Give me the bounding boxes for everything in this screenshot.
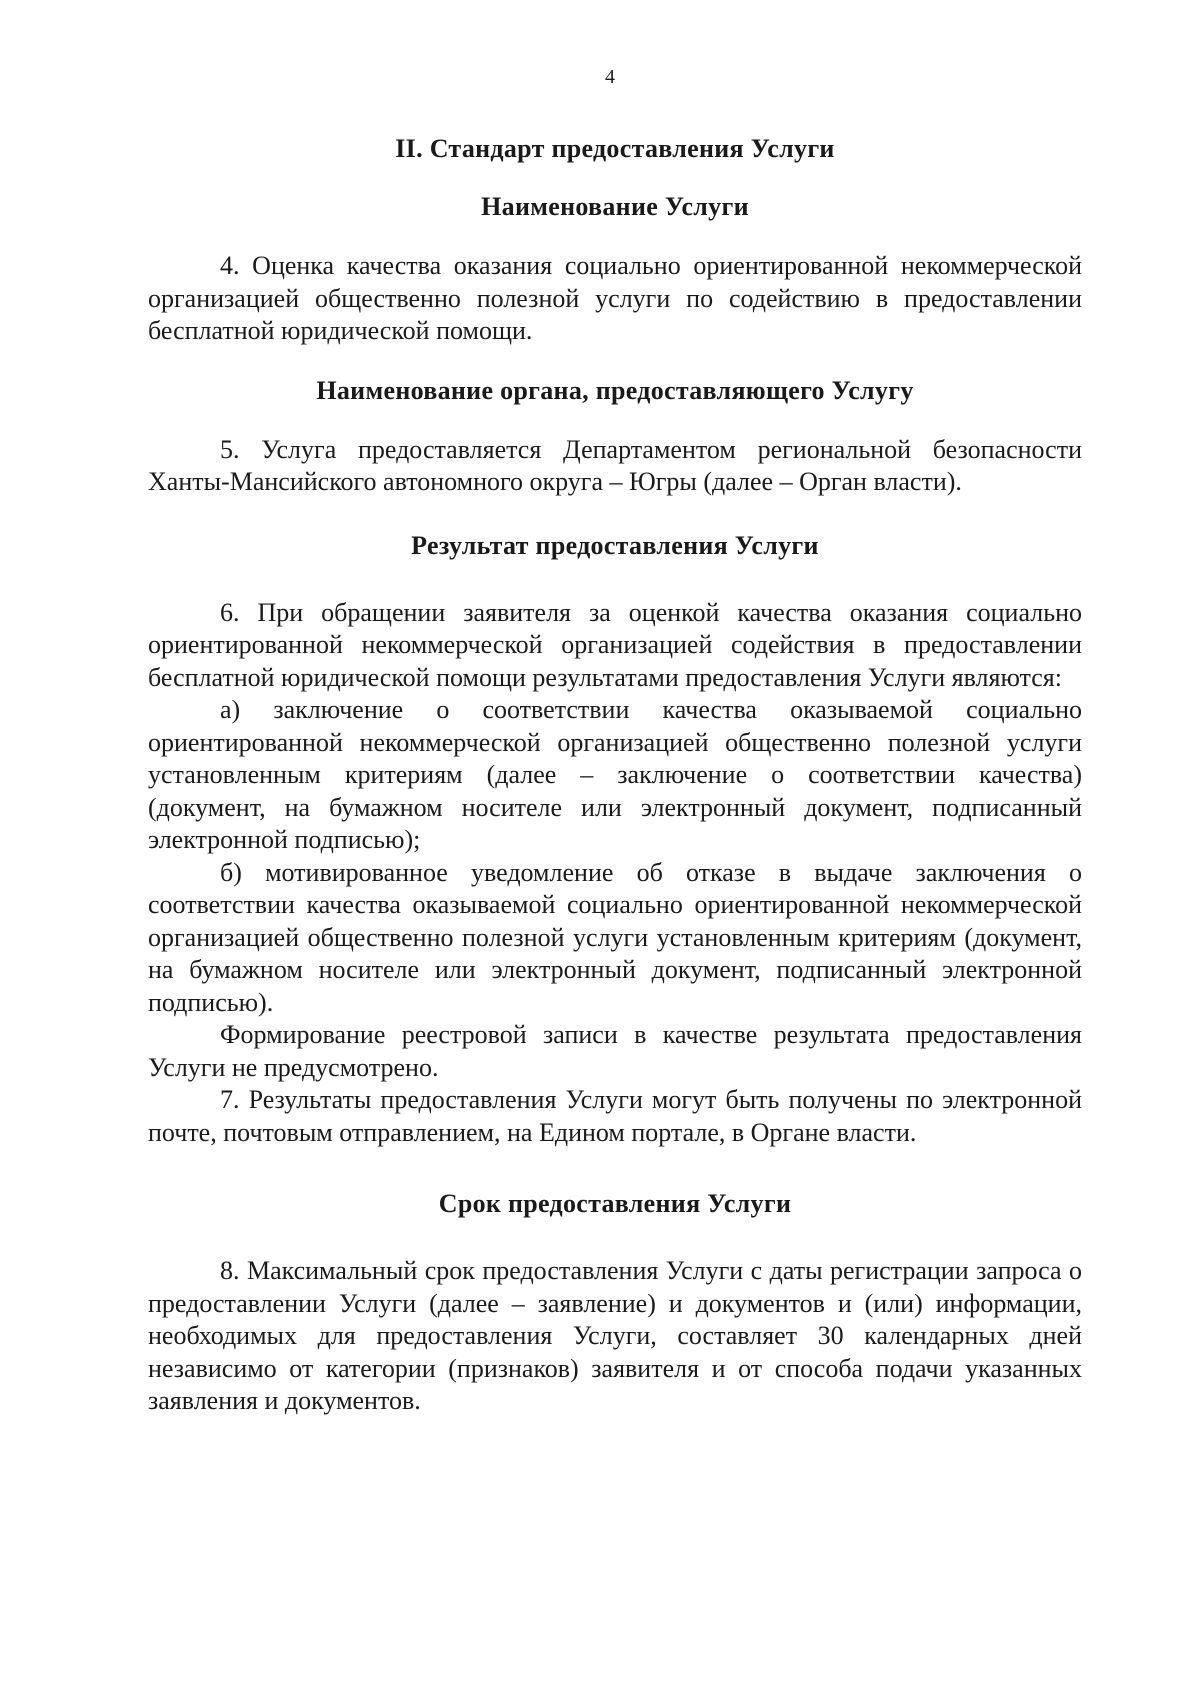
paragraph-4: 4. Оценка качества оказания социально ориентированной некоммерческой организацией общественно полезной услуги по содействию в предоставлении бесплатной юридической помощи. xyxy=(148,251,1082,345)
page-number: 4 xyxy=(605,66,615,88)
section-title: II. Стандарт предоставления Услуги xyxy=(395,134,835,163)
heading-result: Результат предоставления Услуги xyxy=(411,530,819,560)
heading-organ-name: Наименование органа, предоставляющего Услугу xyxy=(316,375,914,405)
paragraph-8: 8. Максимальный срок предоставления Услуги с даты регистрации запроса о предоставлении Услуги (далее – заявление) и документов и (или) информации, необходимых для предоставления Услуги, составляет 30 календарных дней независимо от категории (признаков) заявителя и от способа подачи указанных заявления и документов. xyxy=(148,1256,1082,1415)
heading-term: Срок предоставления Услуги xyxy=(438,1189,792,1218)
paragraph-5: 5. Услуга предоставляется Департаментом региональной безопасности Ханты-Мансийского автономного округа – Югры (далее – Орган власти). xyxy=(148,434,1082,496)
paragraph-7: 7. Результаты предоставления Услуги могут быть получены по электронной почте, почтовым отправлением, на Едином портале, в Органе власти. xyxy=(148,1085,1082,1147)
paragraph-6c: Формирование реестровой записи в качестве результата предоставления Услуги не предусмотрено. xyxy=(148,1020,1082,1082)
document-body xyxy=(148,134,1082,1418)
paragraph-6a: а) заключение о соответствии качества оказываемой социально ориентированной некоммерческой организацией общественно полезной услуги установленным критериям (далее – заключение о соответствии качества) (документ, на бумажном носителе или электронный документ, подписанный электронной подписью); xyxy=(148,695,1082,854)
paragraph-6b: б) мотивированное уведомление об отказе в выдаче заключения о соответствии качества оказываемой социально ориентированной некоммерческой организацией общественно полезной услуги установленным критериям (документ, на бумажном носителе или электронный документ, подписанный электронной подписью). xyxy=(148,857,1082,1017)
paragraph-6: 6. При обращении заявителя за оценкой качества оказания социально ориентированной некоммерческой организацией содействия в предоставлении бесплатной юридической помощи результатами предоставления Услуги являются: xyxy=(148,597,1082,692)
heading-service-name: Наименование Услуги xyxy=(481,192,749,221)
